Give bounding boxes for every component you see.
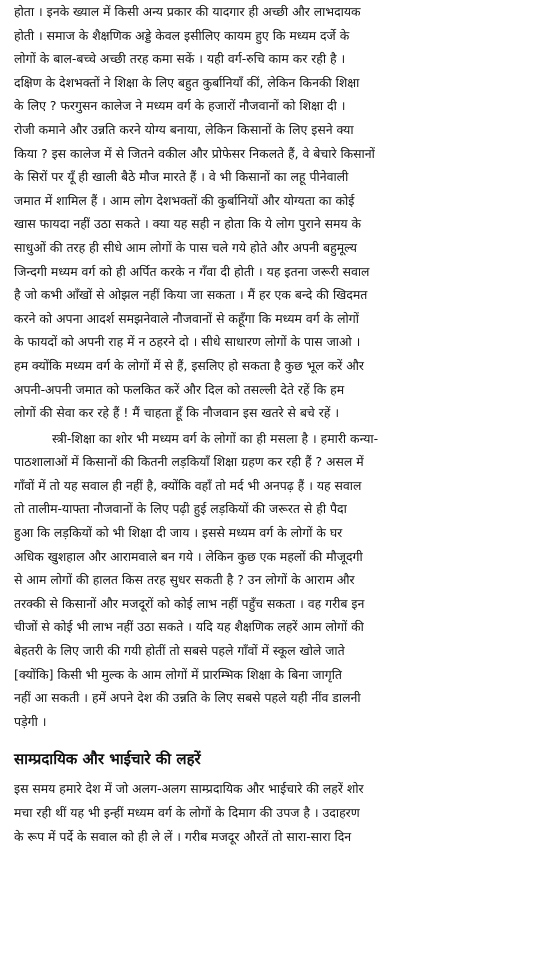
text-line: पाठशालाओं में किसानों की कितनी लड़कियाँ शिक्षा ग्रहण कर रही हैं ? असल में	[14, 454, 364, 470]
text-line: इस समय हमारे देश में जो अलग-अलग साम्प्रदायिक और भाईचारे की लहरें शोर	[14, 781, 364, 797]
text-line: जिन्दगी मध्यम वर्ग को ही अर्पित करके न गँवा दी होती । यह इतना जरूरी सवाल	[14, 263, 370, 279]
text-line: हम क्योंकि मध्यम वर्ग के लोगों में से हैं, इसलिए हो सकता है कुछ भूल करें और	[14, 357, 364, 373]
text-line: पड़ेगी ।	[14, 713, 47, 729]
text-line: लोगों की सेवा कर रहे हैं ! मैं चाहता हूँ कि नौजवान इस खतरे से बचे रहें ।	[14, 405, 340, 421]
text-line: अपनी-अपनी जमात को फलकित करें और दिल को तसल्ली देते रहें कि हम	[14, 381, 345, 397]
document-page	[14, 0, 542, 848]
text-line: खास फायदा नहीं उठा सकते । क्या यह सही न होता कि ये लोग पुराने समय के	[14, 216, 362, 232]
text-line: लोगों के बाल-बच्चे अच्छी तरह कमा सकें । यही वर्ग-रुचि काम कर रही है ।	[14, 51, 346, 67]
text-line: होती । समाज के शैक्षणिक अड्डे केवल इसीलिए कायम हुए कि मध्यम दर्जे के	[14, 27, 350, 43]
text-line: बेहतरी के लिए जारी की गयी होतीं तो सबसे पहले गाँवों में स्कूल खोले जाते	[14, 643, 345, 659]
text-line: नहीं आ सकती । हमें अपने देश की उन्नति के लिए सबसे पहले यही नींव डालनी	[14, 690, 361, 706]
text-line: रोजी कमाने और उन्नति करने योग्य बनाया, लेकिन किसानों के लिए इसने क्या	[14, 121, 354, 137]
text-line: साधुओं की तरह ही सीधे आम लोगों के पास चले गये होते और अपनी बहुमूल्य	[14, 239, 357, 255]
text-line: तरक्की से किसानों और मजदूरों को कोई लाभ नहीं पहुँच सकता । वह गरीब इन	[14, 595, 365, 611]
text-line: के फायदों को अपनी राह में न ठहरने दो । सीधे साधारण लोगों के पास जाओ ।	[14, 334, 361, 350]
text-line: मचा रही थीं यह भी इन्हीं मध्यम वर्ग के लोगों के दिमाग की उपज है । उदाहरण	[14, 805, 360, 820]
text-line: के लिए ? फरगुसन कालेज ने मध्यम वर्ग के हजारों नौजवानों को शिक्षा दी ।	[14, 98, 346, 114]
text-line: है जो कभी आँखों से ओझल नहीं किया जा सकता । मैं हर एक बन्दे की खिदमत	[14, 287, 368, 303]
text-line: चीजों से कोई भी लाभ नहीं उठा सकते । यदि यह शैक्षणिक लहरें आम लोगों की	[14, 619, 364, 635]
text-line: तो तालीम-याफ्ता नौजवानों के लिए पढ़ी हुई लड़कियों की जरूरत से ही पैदा	[14, 501, 347, 517]
paragraph-3	[14, 777, 542, 848]
text-line: जमात में शामिल हैं । आम लोग देशभक्तों की कुर्बानियों और योग्यता का कोई	[14, 192, 355, 208]
paragraph-2	[14, 427, 542, 734]
text-line: हुआ कि लड़कियों को भी शिक्षा दी जाय । इससे मध्यम वर्ग के लोगों के घर	[14, 525, 343, 541]
text-line: किया ? इस कालेज में से जितने वकील और प्रोफेसर निकलते हैं, वे बेचारे किसानों	[14, 145, 375, 161]
text-line: गाँवों में तो यह सवाल ही नहीं है, क्योंकि वहाँ तो मर्द भी अनपढ़ हैं । यह सवाल	[14, 477, 362, 493]
text-line: होता । इनके ख्याल में किसी अन्य प्रकार की यादगार ही अच्छी और लाभदायक	[14, 4, 361, 19]
text-line: अधिक खुशहाल और आरामवाले बन गये । लेकिन कुछ एक महलों की मौजूदगी	[14, 548, 363, 564]
text-line: के सिरों पर यूँ ही खाली बैठे मौज मारते हैं । वे भी किसानों का लहू पीनेवाली	[14, 169, 349, 185]
paragraph-1	[14, 0, 542, 425]
section-heading: साम्प्रदायिक और भाईचारे की लहरें	[14, 750, 201, 769]
text-line: दक्षिण के देशभक्तों ने शिक्षा के लिए बहुत कुर्बानियाँ कीं, लेकिन किनकी शिक्षा	[14, 74, 360, 90]
text-line: से आम लोगों की हालत किस तरह सुधर सकती है ? उन लोगों के आराम और	[14, 572, 355, 588]
text-line: [क्योंकि] किसी भी मुल्क के आम लोगों में प्रारम्भिक शिक्षा के बिना जागृति	[14, 666, 342, 682]
text-line: स्त्री-शिक्षा का शोर भी मध्यम वर्ग के लोगों का ही मसला है । हमारी कन्या-	[52, 430, 379, 446]
text-line: के रूप में पर्दे के सवाल को ही ले लें । गरीब मजदूर औरतें तो सारा-सारा दिन	[14, 828, 352, 844]
text-line: करने को अपना आदर्श समझनेवाले नौजवानों से कहूँगा कि मध्यम वर्ग के लोगों	[14, 310, 359, 326]
